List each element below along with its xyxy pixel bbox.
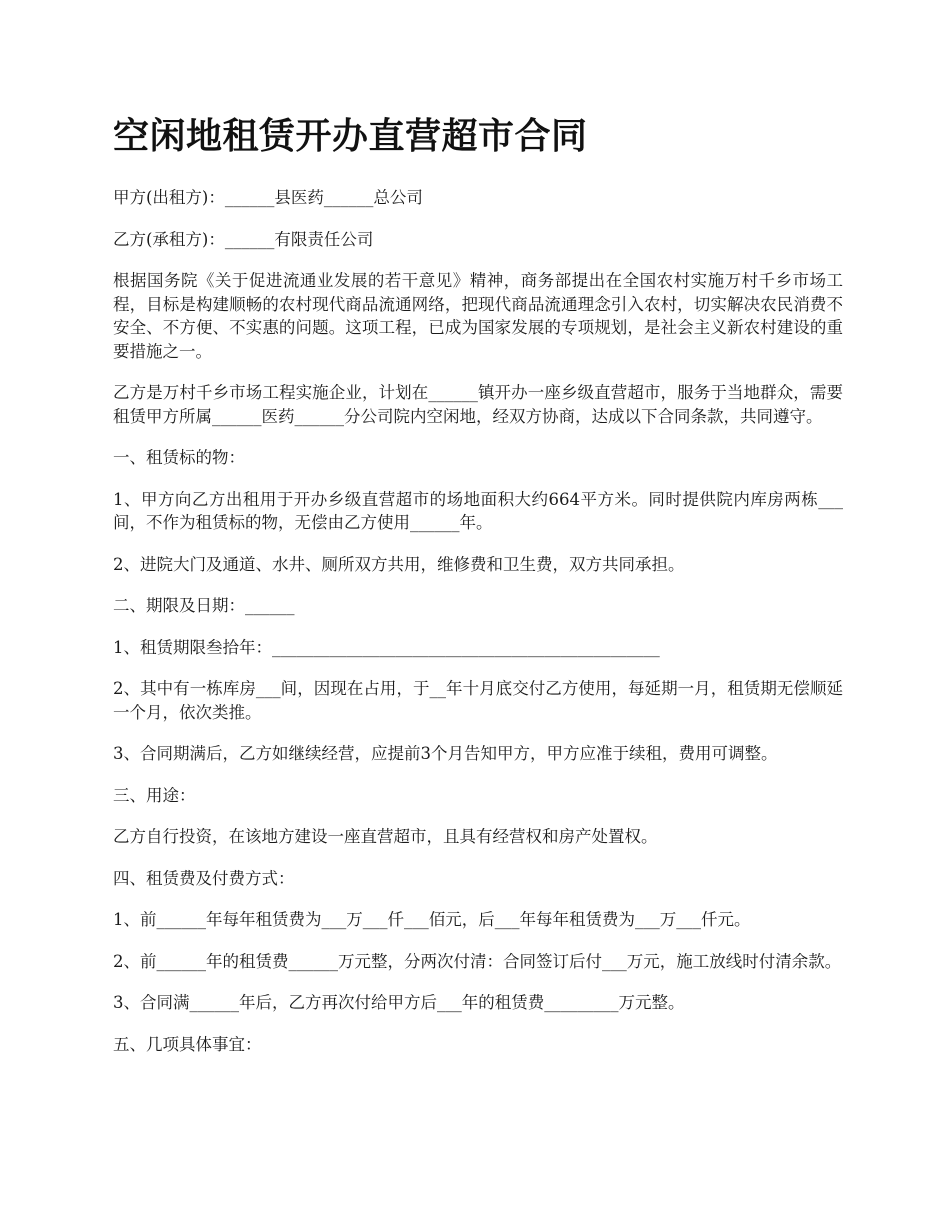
intro-paragraph-1: 根据国务院《关于促进流通业发展的若干意见》精神，商务部提出在全国农村实施万村千乡市场工程，目标是构建顺畅的农村现代商品流通网络，把现代商品流通理念引入农村，切实解决农民消费不安全、不方便、不实惠的问题。这项工程，已成为国家发展的专项规划，是社会主义新农村建设的重要措施之一。 [113,271,843,361]
party-a-line: 甲方(出租方)：______县医药______总公司 [113,188,423,207]
section-4-item-1: 1、前______年每年租赁费为___万___仟___佰元，后___年每年租赁费为___万___仟元。 [113,910,751,929]
section-3-text: 乙方自行投资，在该地方建设一座直营超市，且具有经营权和房产处置权。 [113,827,658,846]
section-heading-5: 五、几项具体事宜： [113,1034,262,1054]
document-body [113,110,843,1074]
section-4-item-2: 2、前______年的租赁费______万元整，分两次付清：合同签订后付___万元，施工放线时付清余款。 [113,951,842,971]
section-1-item-2: 2、进院大门及通道、水井、厕所双方共用，维修费和卫生费，双方共同承担。 [113,554,685,574]
section-2-item-2: 2、其中有一栋库房___间，因现在占用，于__年十月底交付乙方使用，每延期一月，租赁期无偿顺延一个月，依次类推。 [113,679,843,722]
document-title: 空闲地租赁开办直营超市合同 [113,116,588,157]
section-heading-1: 一、租赁标的物： [113,448,245,467]
section-heading-4: 四、租赁费及付费方式： [113,868,295,888]
intro-paragraph-2: 乙方是万村千乡市场工程实施企业，计划在______镇开办一座乡级直营超市，服务于当地群众，需要租赁甲方所属______医药______分公司院内空闲地，经双方协商，达成以下合同条款，共同遵守。 [113,383,843,426]
section-1-item-1: 1、甲方向乙方出租用于开办乡级直营超市的场地面积大约664平方米。同时提供院内库房两栋___间，不作为租赁标的物，无偿由乙方使用______年。 [113,489,843,532]
section-2-item-1: 1、租赁期限叁拾年：_______________________________________________ [113,637,660,657]
section-2-item-3: 3、合同期满后，乙方如继续经营，应提前3个月告知甲方，甲方应准于续租，费用可调整。 [113,744,778,763]
section-heading-2: 二、期限及日期：______ [113,596,295,615]
section-heading-3: 三、用途： [113,785,196,805]
section-4-item-3: 3、合同满______年后，乙方再次付给甲方后___年的租赁费_________万元整。 [113,993,685,1012]
party-b-line: 乙方(承租方)：______有限责任公司 [113,229,374,249]
